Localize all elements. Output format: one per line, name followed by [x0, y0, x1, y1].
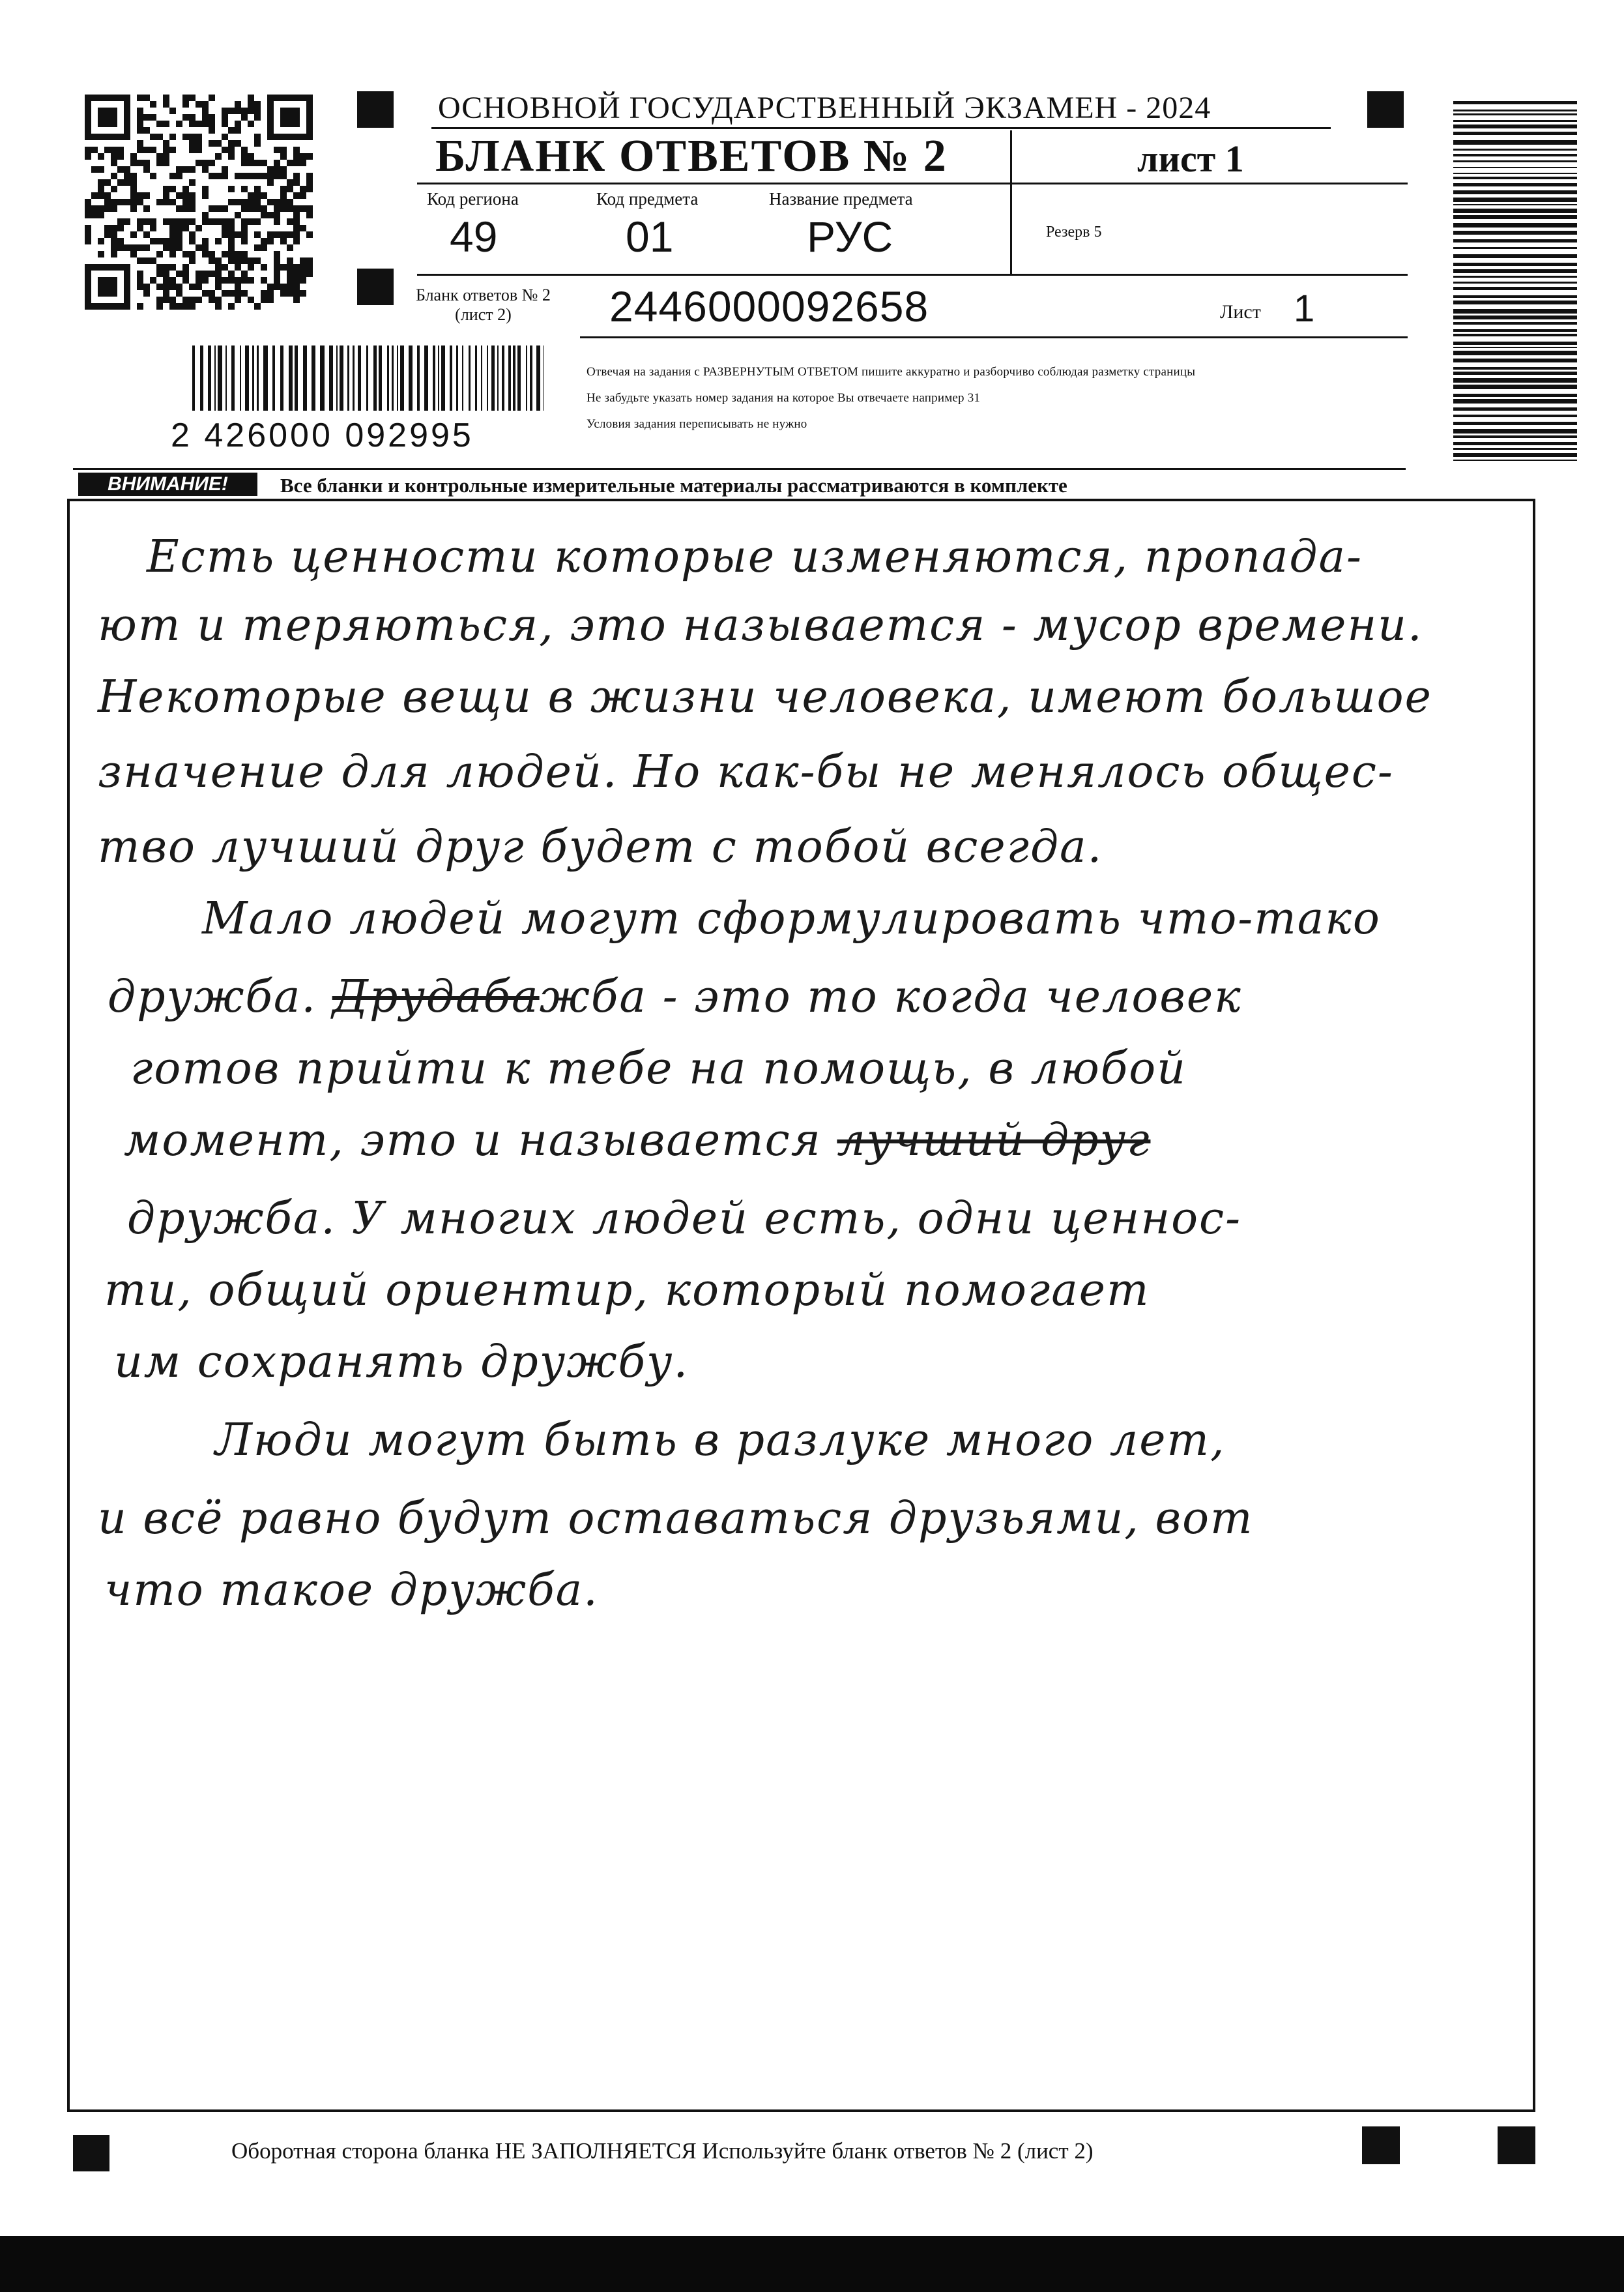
barcode [192, 345, 544, 411]
subject-name-value: РУС [807, 213, 893, 261]
sheet-label: Лист [1220, 301, 1261, 323]
divider [417, 183, 1408, 184]
handwriting-line: значение для людей. Но как-бы не менялось общес- [98, 746, 1394, 798]
scan-edge [0, 2236, 1624, 2292]
divider [580, 336, 1408, 338]
handwriting-word: момент, это и называется [124, 1115, 837, 1166]
barcode-digits: 2 426000 092995 [171, 417, 474, 454]
subject-name-label: Название предмета [769, 189, 913, 209]
registration-mark [1498, 2126, 1535, 2164]
blank-number: 2446000092658 [609, 282, 929, 331]
sheet-number: 1 [1294, 287, 1315, 330]
blank-label-line1: Бланк ответов № 2 [416, 286, 551, 304]
handwriting-line: Люди могут быть в разлуке много лет, [215, 1415, 1226, 1466]
registration-mark [1367, 91, 1404, 128]
handwriting-line [108, 971, 1242, 1023]
handwriting-line: ти, общий ориентир, который помогает [104, 1265, 1150, 1316]
region-value: 49 [450, 213, 498, 261]
reserve-label: Резерв 5 [1046, 224, 1102, 241]
region-label: Код региона [427, 189, 519, 209]
divider [1010, 130, 1012, 274]
divider [73, 468, 1406, 470]
handwriting-line [124, 1115, 1150, 1166]
barcode-vertical [1453, 101, 1577, 463]
handwriting-line: тво лучший друг будет с тобой всегда. [98, 821, 1103, 873]
sheet-title: лист 1 [1137, 138, 1244, 180]
subject-code-value: 01 [626, 213, 674, 261]
attention-badge: ВНИМАНИЕ! [78, 473, 257, 496]
blank-label-line2: (лист 2) [455, 305, 512, 324]
handwriting-line: Есть ценности которые изменяются, пропада- [147, 531, 1363, 583]
handwriting-line: и всё равно будут оставаться друзьями, вот [98, 1493, 1254, 1544]
handwriting-line: дружба. У многих людей есть, одни ценнос- [127, 1193, 1242, 1244]
registration-mark [357, 91, 394, 128]
divider [417, 274, 1408, 276]
registration-mark [357, 269, 394, 305]
handwriting-line: Мало людей могут сформулировать что-тако [202, 893, 1381, 945]
registration-mark [1362, 2126, 1400, 2164]
attention-text: Все бланки и контрольные измерительные материалы рассматриваются в комплекте [280, 474, 1067, 497]
handwriting-line: ют и теряються, это называется - мусор времени. [98, 600, 1423, 651]
instruction-line: Отвечая на задания с РАЗВЕРНУТЫМ ОТВЕТОМ пишите аккуратно и разборчиво соблюдая разметку страницы [587, 365, 1196, 379]
handwriting-word: жба - это то когда человек [539, 971, 1242, 1023]
registration-mark [73, 2135, 109, 2171]
exam-title: ОСНОВНОЙ ГОСУДАРСТВЕННЫЙ ЭКЗАМЕН - 2024 [438, 91, 1211, 125]
divider [431, 127, 1331, 129]
crossed-out-word: лучший друг [837, 1115, 1151, 1166]
handwriting-line: что такое дружба. [104, 1565, 599, 1616]
handwriting-line: Некоторые вещи в жизни человека, имеют большое [98, 671, 1432, 723]
instruction-line: Не забудьте указать номер задания на которое Вы отвечаете например 31 [587, 391, 981, 405]
handwriting-word: дружба. [108, 971, 332, 1023]
handwriting-line: готов прийти к тебе на помощь, в любой [130, 1043, 1187, 1095]
footer-note: Оборотная сторона бланка НЕ ЗАПОЛНЯЕТСЯ Используйте бланк ответов № 2 (лист 2) [231, 2138, 1094, 2164]
form-title: БЛАНК ОТВЕТОВ № 2 [435, 131, 948, 181]
qr-code [85, 95, 313, 310]
handwriting-line: им сохранять дружбу. [114, 1336, 689, 1388]
subject-code-label: Код предмета [596, 189, 699, 209]
crossed-out-word: Друдаба [332, 971, 540, 1023]
blank-label [416, 286, 551, 325]
instruction-line: Условия задания переписывать не нужно [587, 417, 807, 431]
